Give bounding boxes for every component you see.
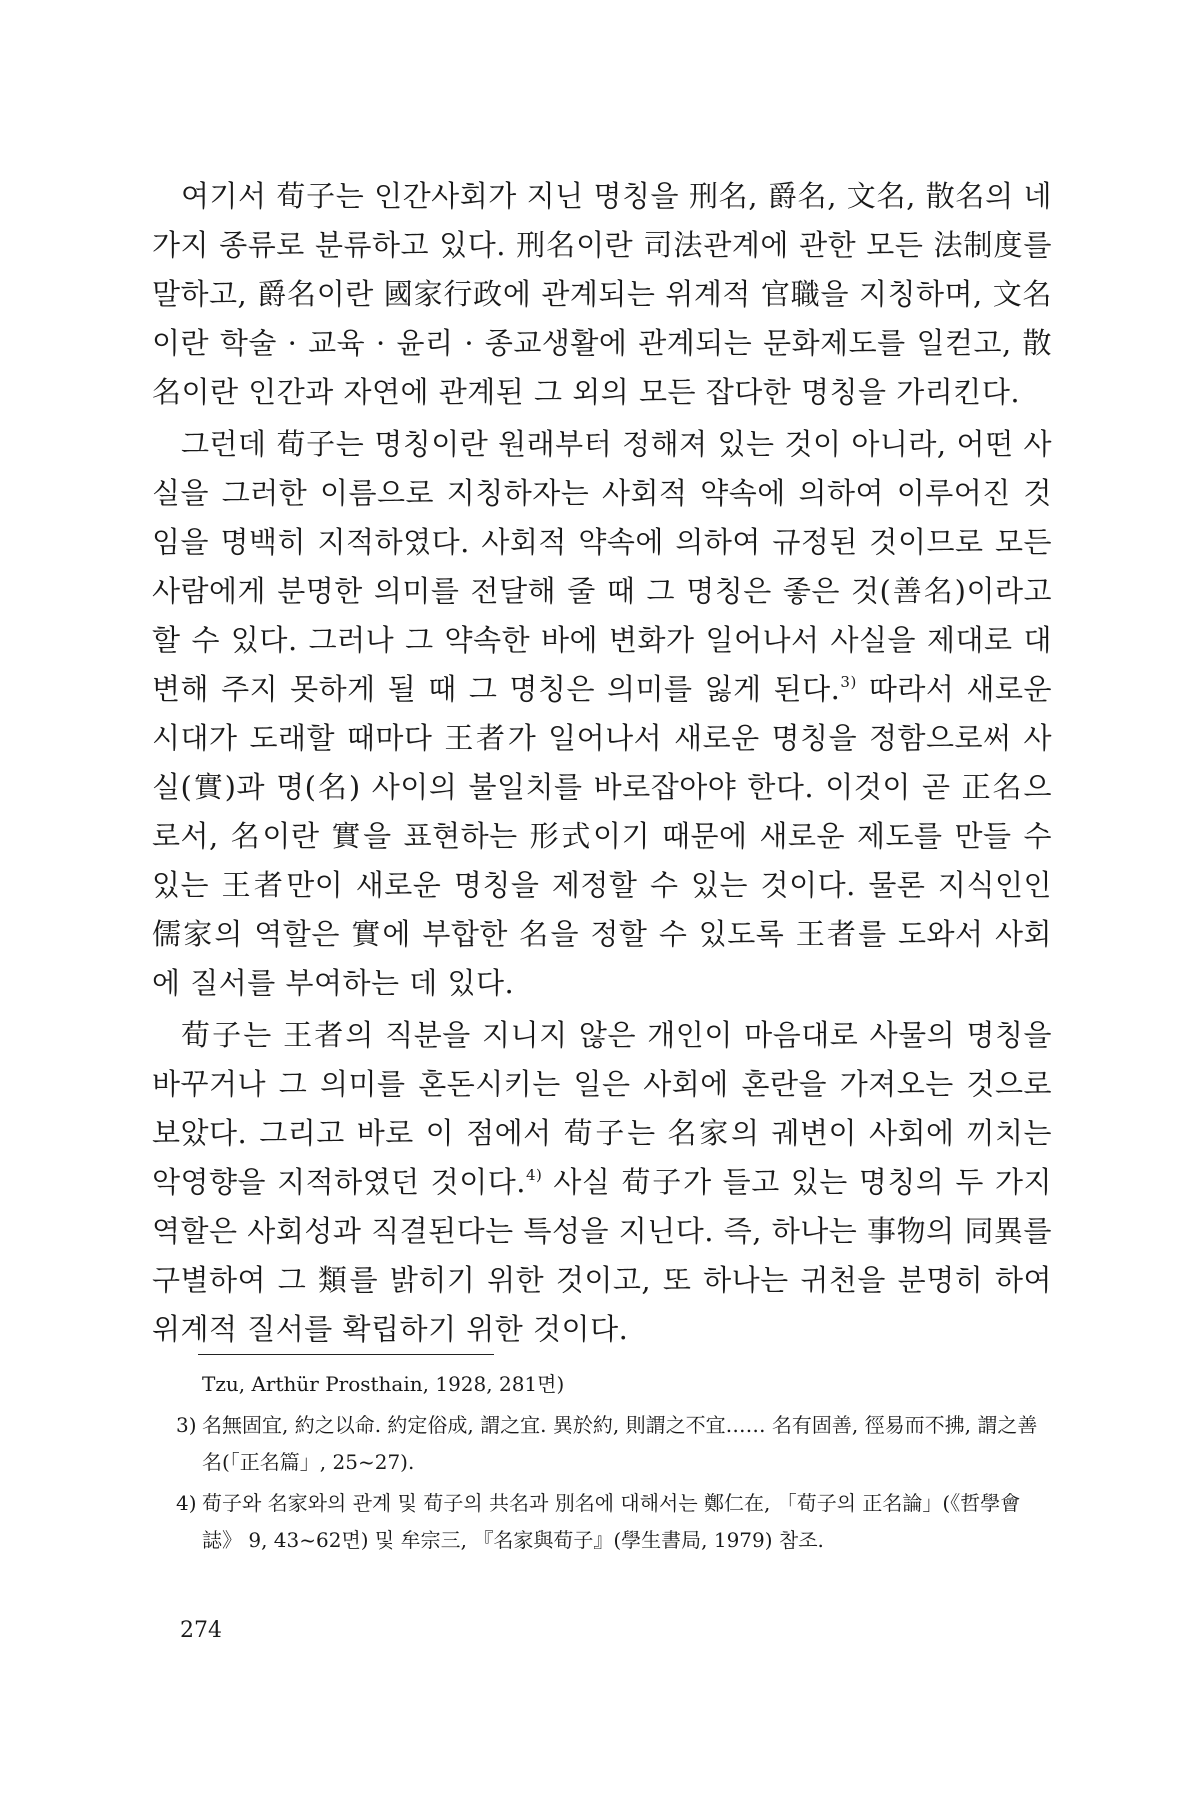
footnote-text: 名無固宜, 約之以命. 約定俗成, 謂之宜. 異於約, 則謂之不宜…… 名有固善, 徑易而不拂, 謂之善名(「正名篇」, 25~27). [202,1413,1038,1474]
paragraph-3-part-1: 荀子는 王者의 직분을 지니지 않은 개인이 마음대로 사물의 명칭을 바꾸거나 그 의미를 혼돈시키는 일은 사회에 혼란을 가져오는 것으로 보았다. 그리고 바로 이 점에서 荀子는 名家의 궤변이 사회에 끼치는 악영향을 지적하였던 것이다. [152,1018,1052,1199]
paragraph-2 [152,420,1052,1008]
footnote-ref-4[interactable]: 4) [525,1166,543,1184]
footnote-number: 3) [176,1413,197,1437]
footnote-ref-3[interactable]: 3) [840,673,857,691]
page-number: 274 [180,1618,222,1643]
paragraph-2-part-2: 따라서 새로운 시대가 도래할 때마다 王者가 일어나서 새로운 명칭을 정함으로써 사실(實)과 명(名) 사이의 불일치를 바로잡아야 한다. 이것이 곧 正名으로서, 名이란 實을 표현하는 形式이기 때문에 새로운 제도를 만들 수 있는 王者만이 새로운 명칭을 제정할 수 있는 것이다. 물론 지식인인 儒家의 역할은 實에 부합한 名을 정할 수 있도록 王者를 도와서 사회에 질서를 부여하는 데 있다. [152,672,1052,1000]
main-text [152,172,1052,1357]
footnote-divider [198,1354,494,1355]
paragraph-3-part-2: 사실 荀子가 들고 있는 명칭의 두 가지 역할은 사회성과 직결된다는 특성을 지닌다. 즉, 하나는 事物의 同異를 구별하여 그 類를 밝히기 위한 것이고, 또 하나는 귀천을 분명히 하여 위계적 질서를 확립하기 위한 것이다. [152,1165,1052,1346]
footnote-continuation: Tzu, Arthür Prosthain, 1928, 281면) [202,1372,565,1396]
footnote-4 [176,1485,1052,1559]
footnote-number: 4) [176,1491,197,1515]
book-page [152,0,1052,1800]
paragraph-1: 여기서 荀子는 인간사회가 지닌 명칭을 刑名, 爵名, 文名, 散名의 네 가지 종류로 분류하고 있다. 刑名이란 司法관계에 관한 모든 法制度를 말하고, 爵名이란 國家行政에 관계되는 위계적 官職을 지칭하며, 文名이란 학술 · 교육 · 윤리 · 종교생활에 관계되는 문화제도를 일컫고, 散名이란 인간과 자연에 관계된 그 외의 모든 잡다한 명칭을 가리킨다. [152,179,1052,409]
footnote-3 [176,1407,1052,1481]
paragraph-2-part-1: 그런데 荀子는 명칭이란 원래부터 정해져 있는 것이 아니라, 어떤 사실을 그러한 이름으로 지칭하자는 사회적 약속에 의하여 이루어진 것임을 명백히 지적하였다. 사회적 약속에 의하여 규정된 것이므로 모든 사람에게 분명한 의미를 전달해 줄 때 그 명칭은 좋은 것(善名)이라고 할 수 있다. 그러나 그 약속한 바에 변화가 일어나서 사실을 제대로 대변해 주지 못하게 될 때 그 명칭은 의미를 잃게 된다. [152,427,1052,706]
footnote-text: 荀子와 名家와의 관계 및 荀子의 共名과 別名에 대해서는 鄭仁在, 「荀子의 正名論」(《哲學會誌》 9, 43~62면) 및 牟宗三, 『名家與荀子』(學生書局, 1979) 참조. [202,1491,1021,1552]
footnotes [176,1366,1052,1563]
paragraph-3 [152,1011,1052,1354]
